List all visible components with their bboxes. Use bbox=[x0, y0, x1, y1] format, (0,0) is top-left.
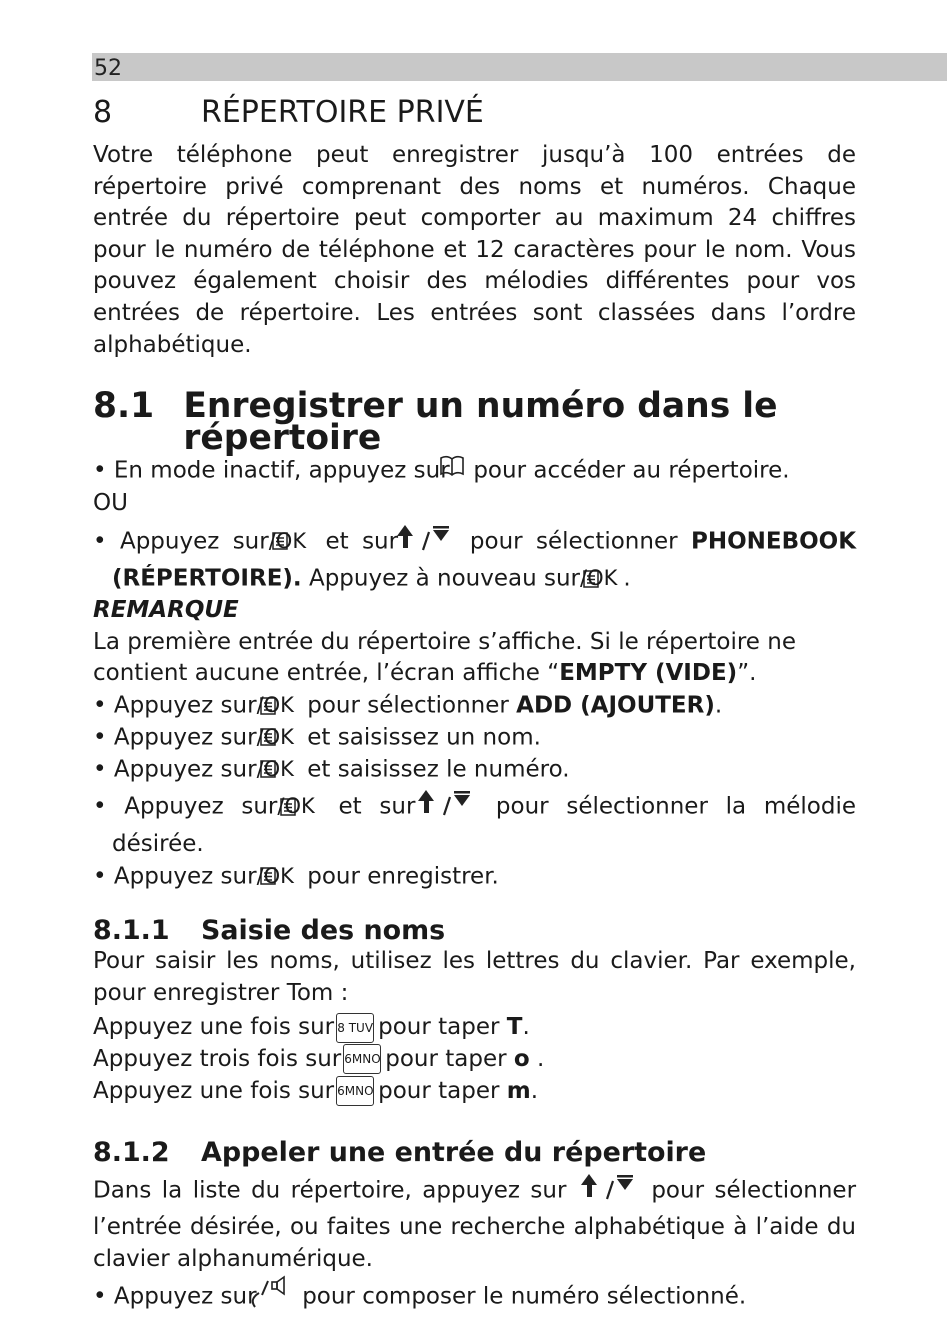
section-title: Saisie des noms bbox=[201, 914, 446, 946]
key-line-m bbox=[93, 1076, 856, 1108]
text: et saisissez un nom. bbox=[307, 723, 541, 750]
bullet-add bbox=[93, 690, 856, 722]
chapter-heading bbox=[93, 92, 856, 134]
text: . bbox=[714, 692, 723, 719]
up-down-arrows-icon bbox=[412, 520, 457, 564]
remark-label: REMARQUE bbox=[93, 597, 239, 624]
text: Appuyez à nouveau sur bbox=[308, 565, 581, 592]
text: • Appuyez sur bbox=[93, 1283, 257, 1310]
text: La première entrée du répertoire s’affiche. Si le répertoire ne contient aucune entrée, l’écran affiche “ bbox=[93, 628, 796, 687]
text: ”. bbox=[737, 660, 757, 687]
text: pour sélectionner bbox=[307, 692, 509, 719]
text: . bbox=[530, 1077, 539, 1104]
ok-label: /OK bbox=[256, 756, 294, 781]
ok-label: /OK bbox=[268, 528, 307, 553]
bullet-enter-number bbox=[93, 754, 856, 786]
section-title: Enregistrer un numéro dans le répertoire bbox=[183, 386, 778, 458]
text: pour taper bbox=[378, 1077, 500, 1104]
text: pour enregistrer. bbox=[307, 862, 499, 889]
text: et saisissez le numéro. bbox=[307, 755, 570, 782]
text: . bbox=[522, 1014, 530, 1041]
text: pour accéder au répertoire. bbox=[473, 457, 790, 484]
ok-label: /OK bbox=[256, 692, 294, 717]
intro-paragraph: Votre téléphone peut enregistrer jusqu’à 100 entrées de répertoire privé comprenant des noms et numéros. Chaque entrée du répertoire peut comporter au maximum 24 chiffres pour le numéro de téléphone et 12 caractères pour le nom. Vous pouvez également choisir des mélodies différentes pour vos entrées de répertoire. Les entrées sont classées dans l’ordre alphabétique. bbox=[93, 142, 856, 358]
text: • En mode inactif, appuyez sur bbox=[93, 457, 450, 484]
section-8-1-1-heading bbox=[93, 915, 856, 947]
text: pour taper bbox=[385, 1045, 507, 1072]
key-line-t bbox=[93, 1012, 856, 1044]
section-8-1-2-heading bbox=[93, 1137, 856, 1169]
text: Dans la liste du répertoire, appuyez sur bbox=[93, 1177, 567, 1203]
key-line-o bbox=[93, 1044, 856, 1076]
or-label: OU bbox=[93, 489, 128, 516]
ok-label: /OK bbox=[277, 794, 315, 819]
menu-ok-key bbox=[580, 563, 618, 595]
text: EMPTY (VIDE) bbox=[559, 660, 738, 687]
ok-label: /OK bbox=[256, 863, 294, 888]
text: . bbox=[529, 1045, 545, 1072]
page-content bbox=[93, 92, 856, 1319]
text: • Appuyez sur bbox=[93, 723, 257, 750]
bullet-idle-mode bbox=[93, 454, 856, 488]
text: pour sélectionner bbox=[469, 527, 678, 554]
section-number: 8.1 bbox=[93, 386, 155, 427]
text: et sur bbox=[325, 527, 399, 554]
up-down-arrows-icon bbox=[433, 785, 478, 829]
bullet-enter-name bbox=[93, 722, 856, 754]
keypad-8-key-icon: 8 TUV bbox=[336, 1013, 374, 1043]
menu-ok-key bbox=[256, 754, 294, 786]
phonebook-icon bbox=[457, 454, 466, 488]
up-down-arrows-icon bbox=[577, 1169, 641, 1213]
text: ADD (AJOUTER) bbox=[516, 692, 715, 719]
text: Appuyez trois fois sur bbox=[93, 1045, 342, 1072]
text: • Appuyez sur bbox=[93, 692, 257, 719]
page-header-bar bbox=[92, 53, 947, 81]
menu-ok-key bbox=[277, 791, 315, 823]
menu-ok-key bbox=[268, 526, 307, 558]
chapter-title: RÉPERTOIRE PRIVÉ bbox=[201, 95, 484, 130]
remark-text bbox=[93, 627, 856, 690]
text: Appuyez une fois sur bbox=[93, 1014, 335, 1041]
bullet-menu-select bbox=[93, 520, 856, 595]
bullet-save bbox=[93, 861, 856, 893]
ok-label: /OK bbox=[580, 566, 618, 591]
text: m bbox=[506, 1077, 531, 1104]
ok-label: /OK bbox=[256, 724, 294, 749]
menu-ok-key bbox=[256, 722, 294, 754]
section-number: 8.1.1 bbox=[93, 914, 170, 946]
chapter-number: 8 bbox=[93, 95, 113, 130]
call-speaker-icon bbox=[264, 1275, 295, 1319]
text: pour taper bbox=[378, 1014, 500, 1041]
menu-ok-key bbox=[256, 861, 294, 893]
section-title: Appeler une entrée du répertoire bbox=[201, 1137, 707, 1169]
text: Appuyez une fois sur bbox=[93, 1077, 335, 1104]
bullet-dial bbox=[93, 1275, 856, 1319]
text: pour sélectionner l’entrée désirée, ou faites une recherche alphabétique à l’aide du clavier alphanumérique. bbox=[93, 1177, 857, 1272]
text: • Appuyez sur bbox=[93, 862, 257, 889]
page-number: 52 bbox=[94, 56, 122, 81]
call-entry-paragraph bbox=[93, 1169, 856, 1276]
text: pour sélectionner la mélodie désirée. bbox=[112, 793, 857, 858]
text: pour composer le numéro sélectionné. bbox=[302, 1283, 747, 1310]
text: . bbox=[623, 565, 631, 592]
names-intro: Pour saisir les noms, utilisez les lettres du clavier. Par exemple, pour enregistrer Tom : bbox=[93, 948, 856, 1006]
text: • Appuyez sur bbox=[93, 755, 257, 782]
keypad-6-key-icon: 6MNO bbox=[336, 1076, 374, 1106]
text: • Appuyez sur bbox=[93, 793, 278, 820]
menu-ok-key bbox=[256, 690, 294, 722]
keypad-6-key-icon: 6MNO bbox=[343, 1044, 381, 1074]
section-number: 8.1.2 bbox=[93, 1137, 170, 1169]
text: • Appuyez sur bbox=[93, 527, 269, 554]
text: et sur bbox=[338, 793, 416, 820]
text: T bbox=[506, 1014, 523, 1041]
text: o bbox=[513, 1045, 530, 1072]
bullet-melody bbox=[93, 785, 856, 860]
text: PHONEBOOK (RÉPERTOIRE). bbox=[112, 527, 857, 592]
section-8-1-heading bbox=[93, 386, 856, 458]
